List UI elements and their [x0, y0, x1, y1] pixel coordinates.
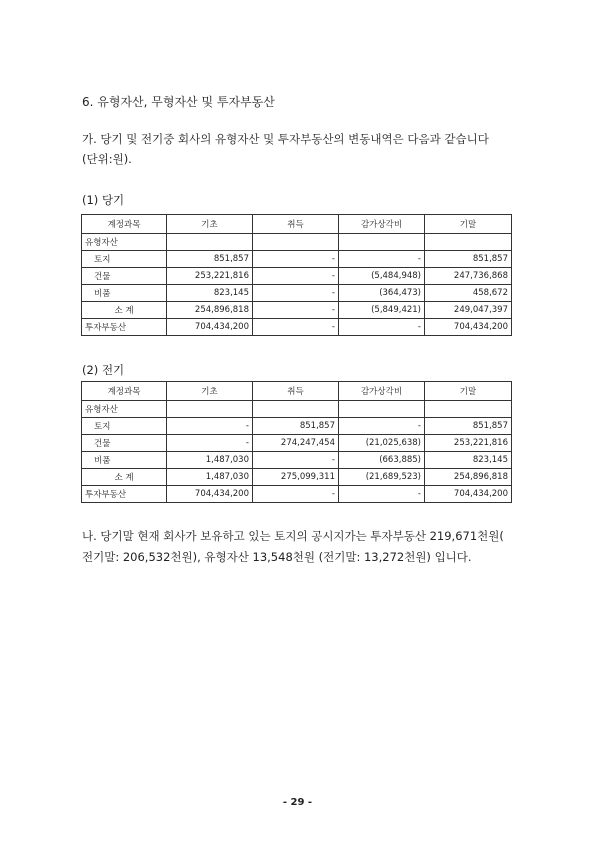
- table-row: [82, 452, 512, 469]
- page-number: - 29 -: [282, 797, 313, 808]
- cell-depreciation: [339, 234, 425, 251]
- header-account: 계정과목: [82, 215, 167, 234]
- row-label: 토지: [82, 418, 167, 435]
- row-label: 투자부동산: [82, 319, 167, 336]
- row-label: 소 계: [82, 302, 167, 319]
- cell-acquisition: -: [253, 285, 339, 302]
- cell-beginning: [167, 234, 253, 251]
- section-title: 6. 유형자산, 무형자산 및 투자부동산: [82, 95, 275, 109]
- table-row: [82, 435, 512, 452]
- cell-acquisition: 274,247,454: [253, 435, 339, 452]
- row-label: 소 계: [82, 469, 167, 486]
- row-label: 유형자산: [82, 234, 167, 251]
- cell-acquisition: [253, 234, 339, 251]
- header-acquisition: 취득: [253, 382, 339, 401]
- row-label: 비품: [82, 452, 167, 469]
- header-ending: 기말: [425, 382, 512, 401]
- cell-beginning: -: [167, 435, 253, 452]
- cell-depreciation: (364,473): [339, 285, 425, 302]
- cell-ending: [425, 401, 512, 418]
- row-label: 비품: [82, 285, 167, 302]
- prior-period-table: [81, 381, 512, 503]
- cell-beginning: 704,434,200: [167, 486, 253, 503]
- cell-ending: 458,672: [425, 285, 512, 302]
- table-row: [82, 302, 512, 319]
- cell-depreciation: (21,689,523): [339, 469, 425, 486]
- table-header-row: [82, 215, 512, 234]
- cell-acquisition: -: [253, 251, 339, 268]
- cell-acquisition: -: [253, 486, 339, 503]
- cell-ending: 823,145: [425, 452, 512, 469]
- row-label: 토지: [82, 251, 167, 268]
- cell-ending: 253,221,816: [425, 435, 512, 452]
- header-account: 계정과목: [82, 382, 167, 401]
- cell-acquisition: -: [253, 452, 339, 469]
- cell-acquisition: 851,857: [253, 418, 339, 435]
- row-label: 유형자산: [82, 401, 167, 418]
- header-beginning: 기초: [167, 215, 253, 234]
- row-label: 건물: [82, 268, 167, 285]
- cell-beginning: 1,487,030: [167, 469, 253, 486]
- table-row: [82, 486, 512, 503]
- table-row: [82, 285, 512, 302]
- current-period-subtitle: (1) 당기: [82, 193, 125, 207]
- header-beginning: 기초: [167, 382, 253, 401]
- table-row: [82, 469, 512, 486]
- cell-depreciation: -: [339, 319, 425, 336]
- note-text-continued: 전기말: 206,532천원), 유형자산 13,548천원 (전기말: 13,272천원) 입니다.: [82, 550, 472, 564]
- cell-acquisition: 275,099,311: [253, 469, 339, 486]
- cell-depreciation: (5,849,421): [339, 302, 425, 319]
- cell-beginning: 704,434,200: [167, 319, 253, 336]
- cell-depreciation: (5,484,948): [339, 268, 425, 285]
- current-period-table: [81, 214, 512, 336]
- cell-acquisition: -: [253, 302, 339, 319]
- cell-depreciation: (663,885): [339, 452, 425, 469]
- cell-acquisition: -: [253, 319, 339, 336]
- row-label: 투자부동산: [82, 486, 167, 503]
- prior-period-subtitle: (2) 전기: [82, 363, 125, 377]
- cell-beginning: [167, 401, 253, 418]
- cell-depreciation: -: [339, 418, 425, 435]
- cell-acquisition: [253, 401, 339, 418]
- cell-beginning: 253,221,816: [167, 268, 253, 285]
- table-row: [82, 319, 512, 336]
- cell-ending: 704,434,200: [425, 319, 512, 336]
- cell-depreciation: -: [339, 251, 425, 268]
- cell-beginning: 1,487,030: [167, 452, 253, 469]
- cell-ending: 704,434,200: [425, 486, 512, 503]
- intro-text: 가. 당기 및 전기중 회사의 유형자산 및 투자부동산의 변동내역은 다음과 같습니다: [82, 132, 489, 146]
- cell-depreciation: (21,025,638): [339, 435, 425, 452]
- header-depreciation: 감가상각비: [339, 382, 425, 401]
- table-row: [82, 251, 512, 268]
- header-ending: 기말: [425, 215, 512, 234]
- cell-ending: 254,896,818: [425, 469, 512, 486]
- cell-ending: 247,736,868: [425, 268, 512, 285]
- unit-text: (단위:원).: [82, 152, 132, 166]
- note-text: 나. 당기말 현재 회사가 보유하고 있는 토지의 공시지가는 투자부동산 219,671천원(: [82, 529, 504, 543]
- header-depreciation: 감가상각비: [339, 215, 425, 234]
- cell-beginning: 823,145: [167, 285, 253, 302]
- table-row: [82, 268, 512, 285]
- cell-beginning: 254,896,818: [167, 302, 253, 319]
- row-label: 건물: [82, 435, 167, 452]
- cell-acquisition: -: [253, 268, 339, 285]
- table-row: [82, 401, 512, 418]
- cell-depreciation: [339, 401, 425, 418]
- cell-beginning: -: [167, 418, 253, 435]
- cell-ending: 249,047,397: [425, 302, 512, 319]
- table-row: [82, 234, 512, 251]
- table-header-row: [82, 382, 512, 401]
- cell-ending: 851,857: [425, 251, 512, 268]
- header-acquisition: 취득: [253, 215, 339, 234]
- table-row: [82, 418, 512, 435]
- cell-ending: [425, 234, 512, 251]
- cell-ending: 851,857: [425, 418, 512, 435]
- cell-beginning: 851,857: [167, 251, 253, 268]
- cell-depreciation: -: [339, 486, 425, 503]
